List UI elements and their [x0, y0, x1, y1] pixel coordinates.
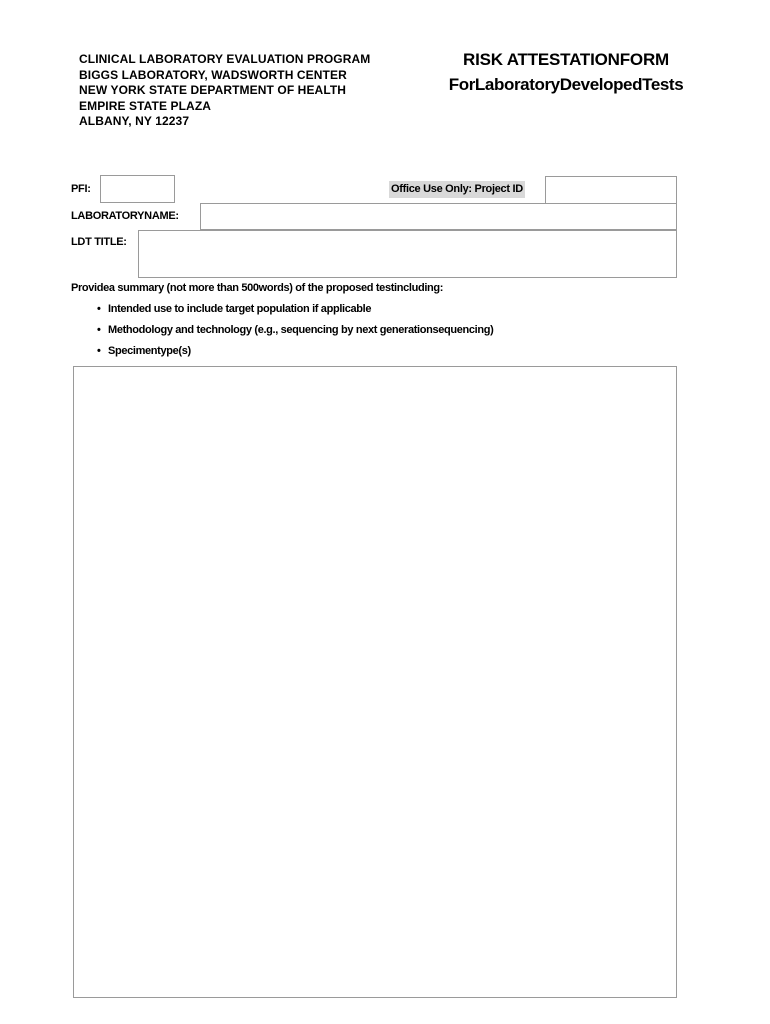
address-line: BIGGS LABORATORY, WADSWORTH CENTER [79, 67, 347, 82]
list-item [97, 344, 493, 365]
summary-instruction: Providea summary (not more than 500words) of the proposed testincluding: [71, 282, 444, 294]
bullet-icon: • [97, 303, 101, 315]
pfi-label: PFI: [71, 183, 91, 195]
form-title: RISK ATTESTATIONFORM [463, 50, 669, 69]
bullet-text: Specimentype(s) [108, 345, 191, 357]
address-line: EMPIRE STATE PLAZA [79, 98, 212, 113]
office-use-label: Office Use Only: Project ID [389, 181, 525, 198]
lab-name-field[interactable] [200, 203, 677, 230]
bullet-icon: • [97, 324, 101, 336]
list-item [97, 302, 493, 323]
address-line: CLINICAL LABORATORY EVALUATION PROGRAM [79, 52, 371, 66]
program-address [79, 52, 370, 130]
lab-name-label: LABORATORYNAME: [71, 210, 179, 222]
summary-bullet-list [97, 302, 493, 365]
address-line: ALBANY, NY 12237 [79, 114, 190, 128]
project-id-field[interactable] [545, 176, 677, 204]
summary-textarea[interactable] [73, 366, 677, 998]
address-line: NEW YORK STATE DEPARTMENT OF HEALTH [79, 83, 347, 97]
list-item [97, 323, 493, 344]
bullet-text: Methodology and technology (e.g., sequencing by next generationsequencing) [108, 324, 494, 336]
ldt-title-label: LDT TITLE: [71, 236, 127, 248]
form-subtitle: ForLaboratoryDevelopedTests [448, 75, 684, 94]
pfi-field[interactable] [100, 175, 175, 203]
bullet-text: Intended use to include target population if applicable [108, 303, 372, 315]
ldt-title-field[interactable] [138, 230, 677, 278]
bullet-icon: • [97, 345, 101, 357]
